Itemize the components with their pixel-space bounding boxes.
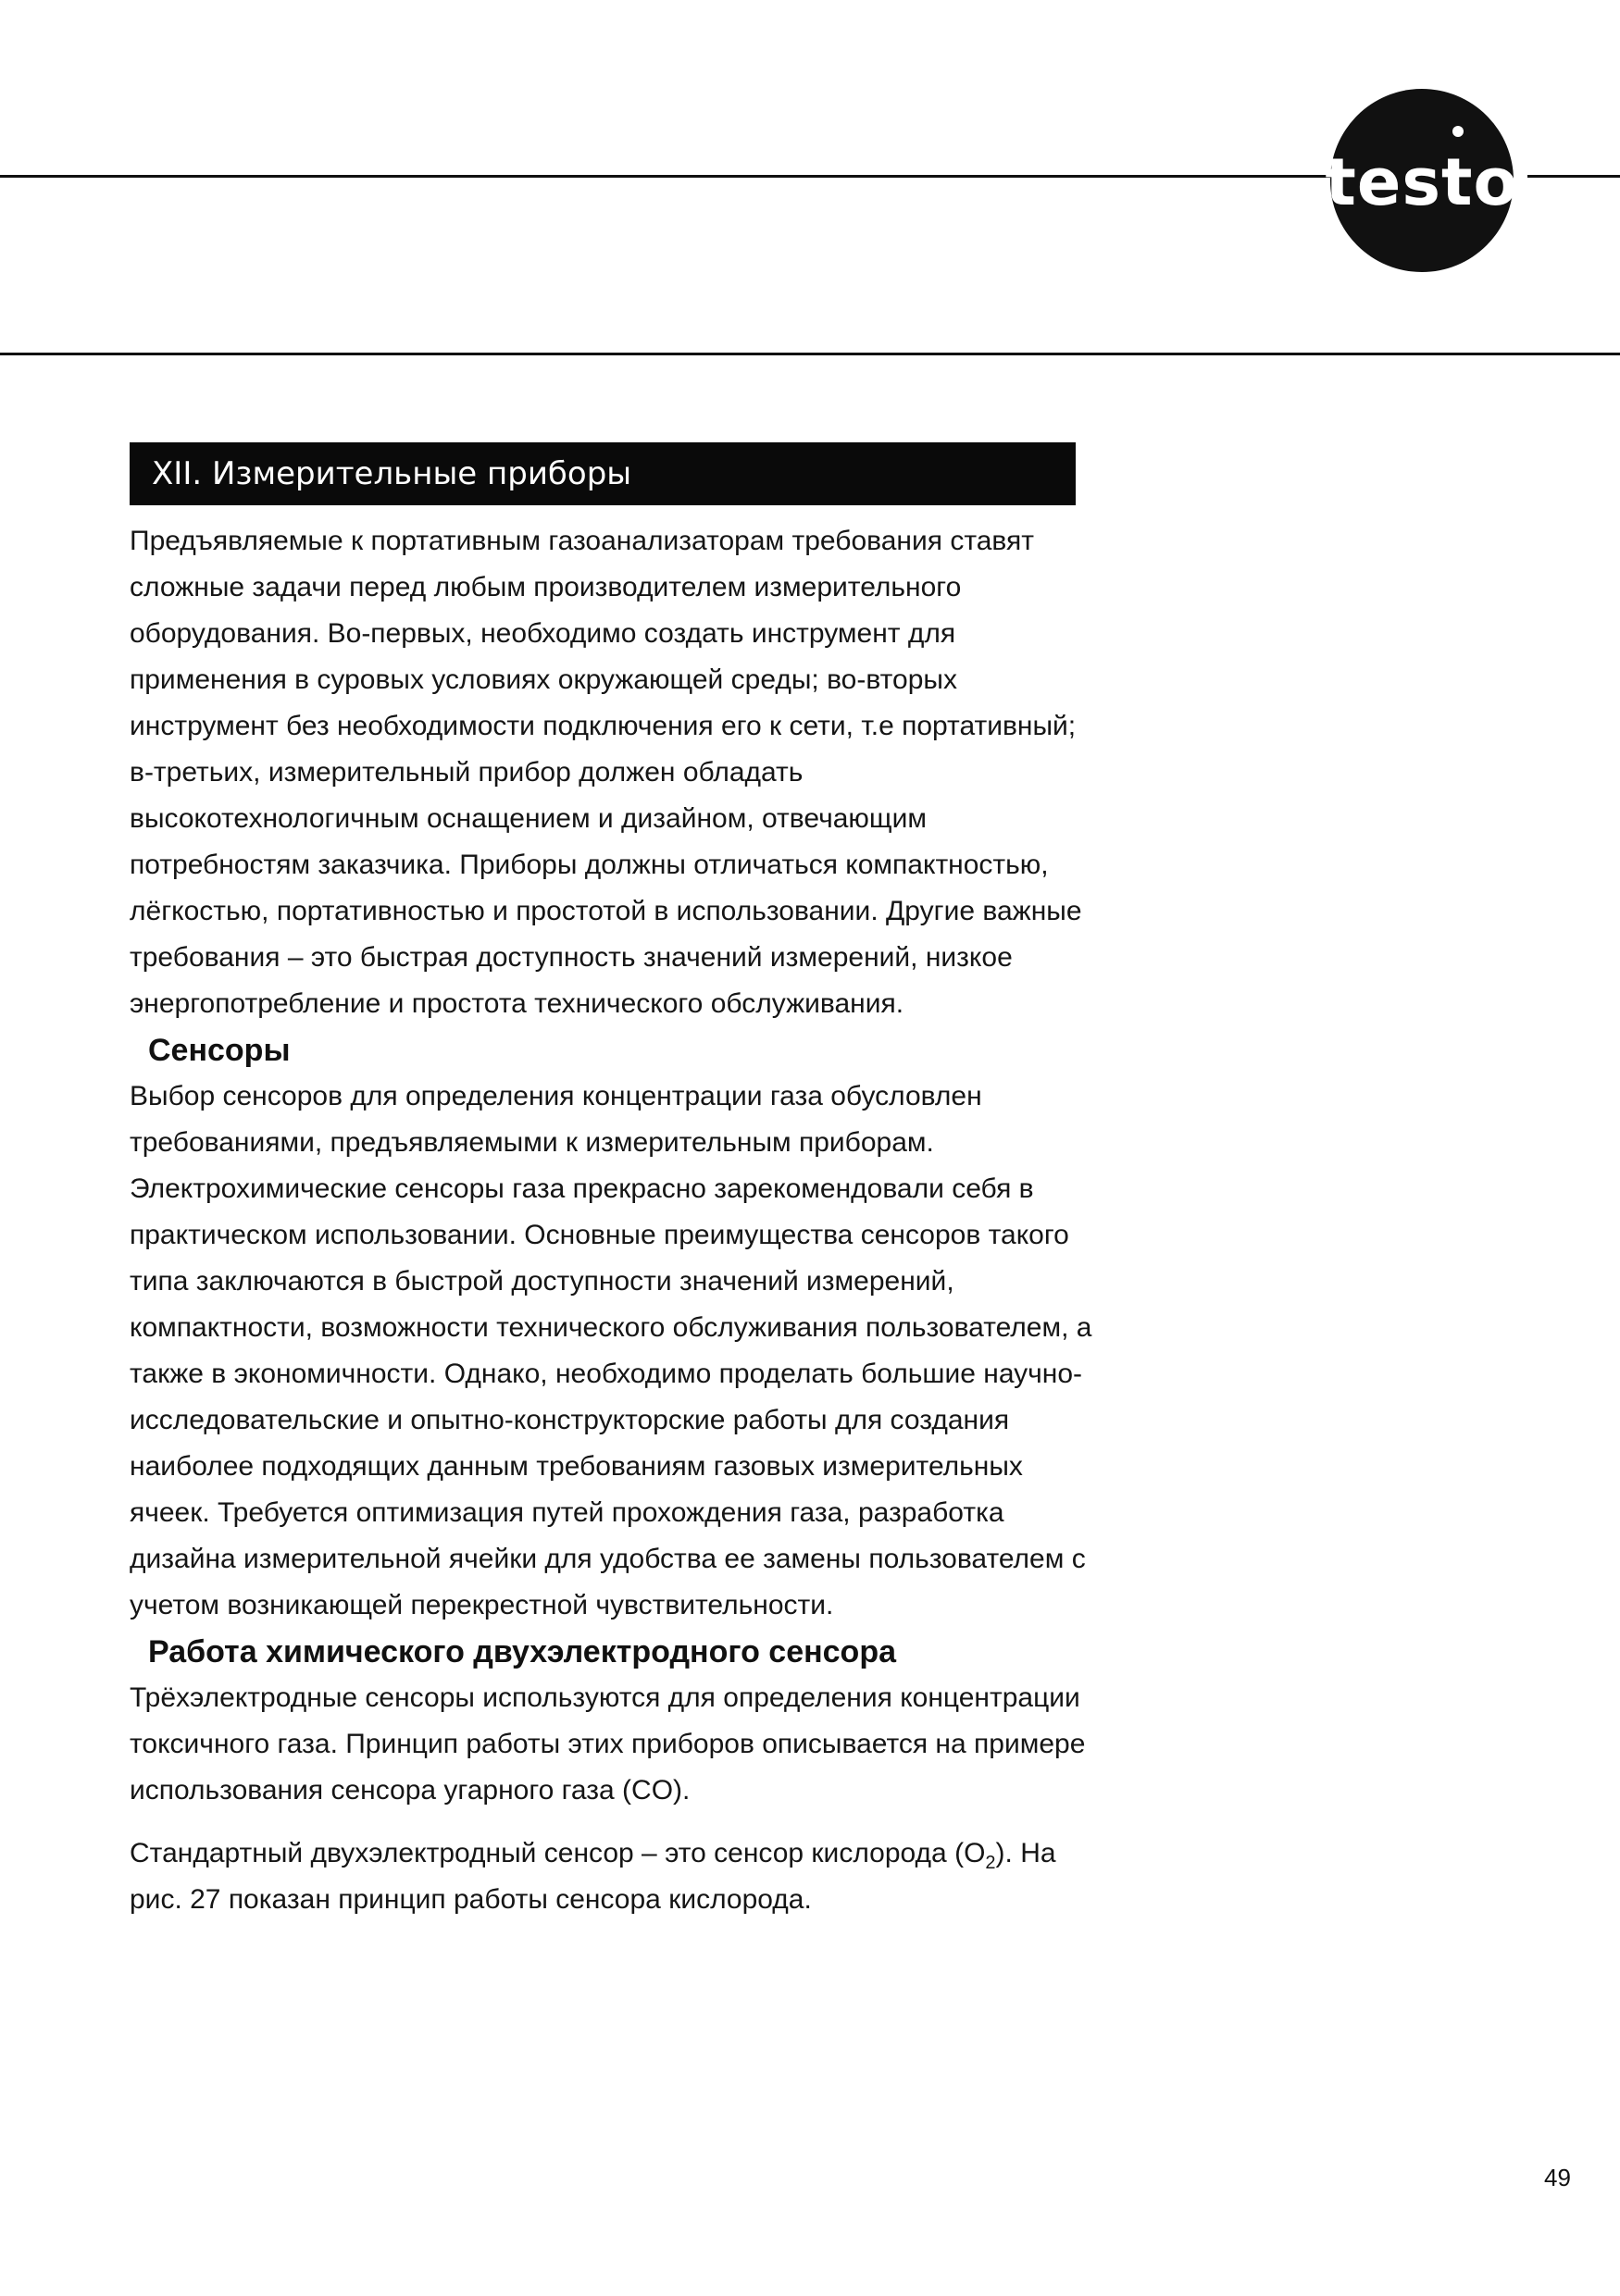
oxygen-subscript: 2 xyxy=(985,1853,996,1873)
sensors-heading: Сенсоры xyxy=(148,1033,291,1068)
second-rule xyxy=(0,353,1620,355)
work-paragraph-2-part1: Стандартный двухэлектродный сенсор – это сенсор кислорода (O xyxy=(130,1838,986,1868)
work-paragraph-2 xyxy=(130,1831,1092,1923)
section-title: XII. Измерительные приборы xyxy=(152,455,632,492)
top-rule-left xyxy=(0,175,1333,178)
section-title-bar xyxy=(130,442,1076,505)
work-paragraph-1: Трёхэлектродные сенсоры используются для определения концентрации токсичного газа. Принцип работы этих приборов описывается на примере использования сенсора угарного газа (CO). xyxy=(130,1682,1086,1806)
intro-paragraph: Предъявляемые к портативным газоанализаторам требования ставят сложные задачи перед любым производителем измерительного оборудования. Во-первых, необходимо создать инструмент для применения в суровых условиях окружающей среды; во-вторых инструмент без необходимости подключения его к сети, т.е портативный; в-третьих, измерительный прибор должен обладать высокотехнологичным оснащением и дизайном, отвечающим потребностям заказчика. Приборы должны отличаться компактностью, лёгкостью, портативностью и простотой в использовании. Другие важные требования – это быстрая доступность значений измерений, низкое энергопотребление и простота технического обслуживания. xyxy=(130,526,1082,1019)
work-paragraph-2-part2: ). На рис. 27 показан принцип работы сенсора кислорода. xyxy=(130,1838,1056,1915)
page-number: 49 xyxy=(1544,2164,1571,2191)
work-heading: Работа химического двухэлектродного сенсора xyxy=(148,1634,896,1669)
testo-logo xyxy=(1325,89,1519,272)
logo-text: testo xyxy=(1325,144,1519,220)
top-rule-right xyxy=(1527,175,1620,178)
page-content xyxy=(130,518,1092,1923)
logo-dot-icon xyxy=(1452,126,1464,137)
sensors-paragraph: Выбор сенсоров для определения концентрации газа обусловлен требованиями, предъявляемыми к измерительным приборам. Электрохимические сенсоры газа прекрасно зарекомендовали себя в практическом использовании. Основные преимущества сенсоров такого типа заключаются в быстрой доступности значений измерений, компактности, возможности технического обслуживания пользователем, а также в экономичности. Однако, необходимо проделать большие научно-исследовательские и опытно-конструкторские работы для создания наиболее подходящих данным требованиям газовых измерительных ячеек. Требуется оптимизация путей прохождения газа, разработка дизайна измерительной ячейки для удобства ее замены пользователем с учетом возникающей перекрестной чувствительности. xyxy=(130,1081,1092,1620)
